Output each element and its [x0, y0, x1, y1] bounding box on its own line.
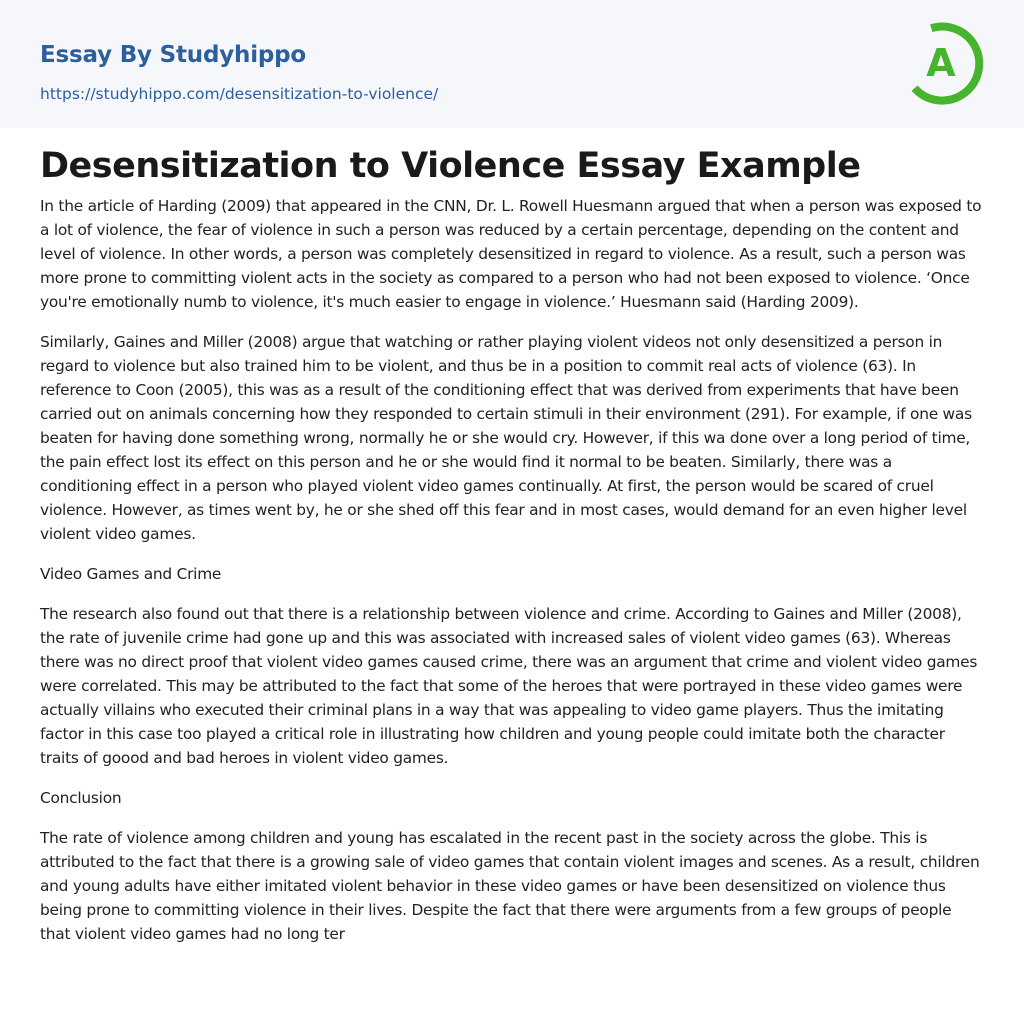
section-heading: Conclusion [40, 789, 122, 807]
site-brand[interactable]: Essay By Studyhippo [40, 42, 307, 68]
essay-paragraph: The rate of violence among children and young has escalated in the recent past in the society across the globe. This is attributed to the fact that there is a growing sale of video games that contain violent images and scenes. As a result, children and young adults have either imitated violent behavior in these video games or have been desensitized on violence thus being prone to committing violence in their lives. Despite the fact that there were arguments from a few groups of people that violent video games had no long ter [40, 829, 980, 943]
essay-paragraph: In the article of Harding (2009) that appeared in the CNN, Dr. L. Rowell Huesmann argued that when a person was exposed to a lot of violence, the fear of violence in such a person was reduced by a certain percentage, depending on the content and level of violence. In other words, a person was completely desensitized in regard to violence. As a result, such a person was more prone to committing violent acts in the society as compared to a person who had not been exposed to violence. ‘Once you're emotionally numb to violence, it's much easier to engage in violence.’ Huesmann said (Harding 2009). [40, 197, 982, 311]
page-title: Desensitization to Violence Essay Example [40, 146, 861, 186]
logo-letter: A [926, 41, 956, 85]
site-header [0, 0, 1024, 128]
essay-paragraph: The research also found out that there is a relationship between violence and crime. According to Gaines and Miller (2008), the rate of juvenile crime had gone up and this was associated with increased sales of violent video games (63). Whereas there was no direct proof that violent video games caused crime, there was an argument that crime and violent video games were correlated. This may be attributed to the fact that some of the heroes that were portrayed in these video games were actually villains who executed their criminal plans in a way that was appealing to video game players. Thus the imitating factor in this case too played a critical role in illustrating how children and young people could imitate both the character traits of goood and bad heroes in violent video games. [40, 605, 978, 767]
essay-url-link[interactable]: https://studyhippo.com/desensitization-to-violence/ [40, 85, 439, 103]
studyhippo-logo-icon[interactable] [910, 18, 988, 108]
essay-body [40, 194, 984, 962]
section-heading: Video Games and Crime [40, 565, 222, 583]
essay-paragraph: Similarly, Gaines and Miller (2008) argue that watching or rather playing violent videos not only desensitized a person in regard to violence but also trained him to be violent, and thus be in a position to commit real acts of violence (63). In reference to Coon (2005), this was as a result of the conditioning effect that was derived from experiments that have been carried out on animals concerning how they responded to certain stimuli in their environment (291). For example, if one was beaten for having done something wrong, normally he or she would cry. However, if this wa done over a long period of time, the pain effect lost its effect on this person and he or she would find it normal to be beaten. Similarly, there was a conditioning effect in a person who played violent video games continually. At first, the person would be scared of cruel violence. However, as times went by, he or she shed off this fear and in most cases, would demand for an even higher level violent video games. [40, 333, 972, 543]
